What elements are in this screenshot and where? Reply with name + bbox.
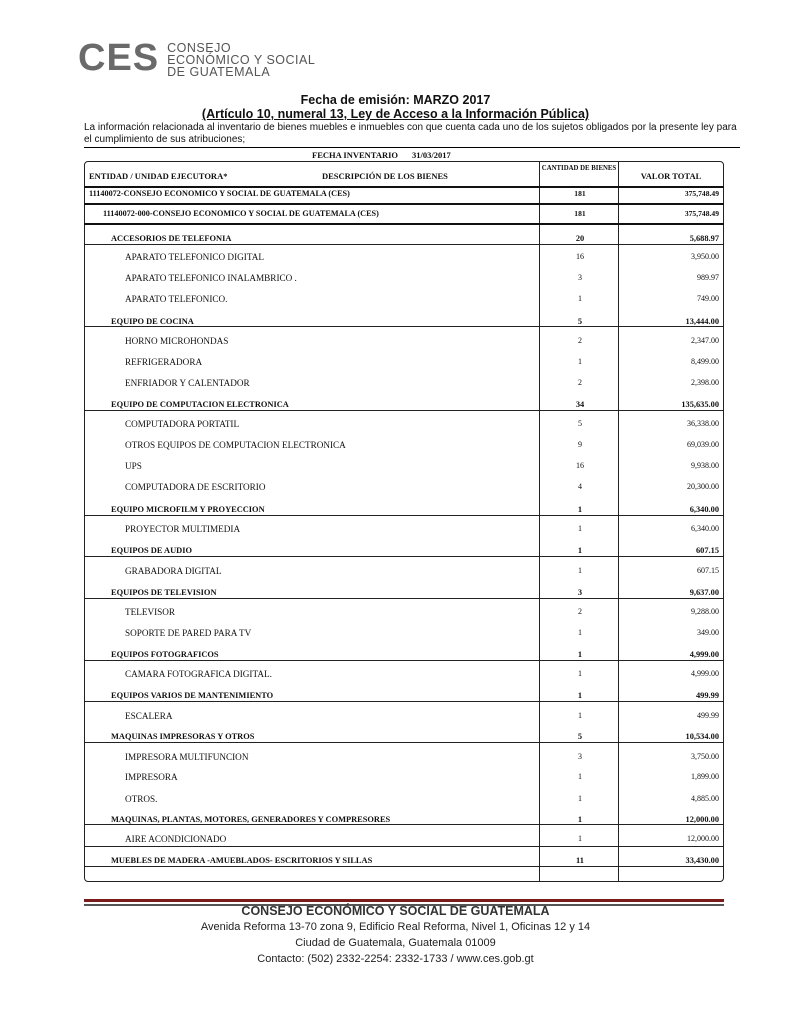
row-description: TELEVISOR [125, 607, 176, 617]
row-description: AIRE ACONDICIONADO [125, 834, 227, 844]
row-quantity: 1 [577, 815, 583, 824]
row-description: COMPUTADORA PORTATIL [125, 419, 240, 429]
row-quantity: 1 [577, 650, 583, 659]
col-header-total: VALOR TOTAL [640, 171, 702, 181]
inventory-date-label: FECHA INVENTARIO [312, 150, 399, 160]
row-quantity: 5 [578, 419, 582, 428]
row-description: EQUIPO DE COMPUTACION ELECTRONICA [111, 400, 289, 409]
row-quantity: 1 [578, 669, 582, 678]
row-value: 499.99 [697, 711, 719, 720]
row-value: 4,999.00 [689, 650, 719, 659]
footer-title: CONSEJO ECONÓMICO Y SOCIAL DE GUATEMALA [241, 904, 550, 918]
row-description: MAQUINAS IMPRESORAS Y OTROS [111, 732, 255, 741]
row-value: 69,039.00 [687, 440, 719, 449]
row-description: OTROS EQUIPOS DE COMPUTACION ELECTRONICA [125, 440, 346, 450]
logo-line-1: CONSEJO [167, 41, 232, 55]
row-value: 12,000.00 [685, 815, 719, 824]
row-rule [84, 660, 724, 661]
row-description: REFRIGERADORA [125, 357, 203, 367]
row-value: 13,444.00 [685, 317, 719, 326]
row-value: 9,938.00 [691, 461, 719, 470]
category-row [85, 546, 723, 560]
intro-text: La información relacionada al inventario de bienes muebles e inmuebles con que cuenta cada uno de los sujetos obligados por la presente ley para el cumplimiento de sus atribuciones; [84, 122, 737, 145]
row-value: 33,430.00 [685, 856, 719, 865]
row-description: EQUIPOS FOTOGRAFICOS [111, 650, 219, 659]
row-description: ENFRIADOR Y CALENTADOR [125, 378, 250, 388]
category-row [85, 317, 723, 331]
row-value: 2,347.00 [691, 336, 719, 345]
header-divider [84, 147, 740, 148]
row-value: 3,950.00 [691, 252, 719, 261]
item-row [85, 794, 723, 808]
row-description: OTROS. [125, 794, 158, 804]
item-row [85, 524, 723, 538]
inventory-date [312, 150, 451, 160]
row-value: 607.15 [695, 546, 719, 555]
row-rule [84, 866, 724, 867]
item-row [85, 669, 723, 683]
row-quantity: 5 [577, 732, 583, 741]
col-header-entity: ENTIDAD / UNIDAD EJECUTORA* [89, 171, 228, 181]
row-value: 6,340.00 [691, 524, 719, 533]
row-value: 349.00 [697, 628, 719, 637]
logo-line-2: ECONÓMICO Y SOCIAL [167, 53, 316, 67]
entity-row [85, 189, 723, 203]
category-row [85, 732, 723, 746]
unit-qty: 181 [574, 209, 586, 218]
row-quantity: 1 [578, 524, 582, 533]
header-rule [84, 186, 724, 188]
row-value: 5,688.97 [689, 234, 719, 243]
row-description: EQUIPOS DE TELEVISION [111, 588, 217, 597]
row-quantity: 1 [578, 357, 582, 366]
row-rule [84, 846, 724, 847]
row-rule [84, 410, 724, 411]
row-value: 135,635.00 [681, 400, 719, 409]
row-value: 607.15 [697, 566, 719, 575]
logo-mark: CES [78, 37, 160, 79]
item-row [85, 357, 723, 371]
row-value: 2,398.00 [691, 378, 719, 387]
row-quantity: 1 [578, 711, 582, 720]
row-description: COMPUTADORA DE ESCRITORIO [125, 482, 266, 492]
row-quantity: 4 [578, 482, 582, 491]
entity-rule [84, 203, 724, 205]
row-rule [84, 701, 724, 702]
category-row [85, 505, 723, 519]
row-rule [84, 598, 724, 599]
row-quantity: 2 [578, 607, 582, 616]
entity-qty: 181 [574, 189, 586, 198]
row-value: 989.97 [697, 273, 719, 282]
row-description: SOPORTE DE PARED PARA TV [125, 628, 252, 638]
row-rule [84, 326, 724, 327]
row-rule [84, 742, 724, 743]
row-description: UPS [125, 461, 142, 471]
row-quantity: 20 [575, 234, 585, 243]
row-quantity: 16 [576, 461, 584, 470]
item-row [85, 252, 723, 266]
row-value: 3,750.00 [691, 752, 719, 761]
row-description: MUEBLES DE MADERA -AMUEBLADOS- ESCRITORIOS Y SILLAS [111, 856, 373, 865]
row-quantity: 1 [577, 505, 583, 514]
footer-contact: Contacto: (502) 2332-2254: 2332-1733 / www.ces.gob.gt [257, 953, 534, 965]
logo-line-3: DE GUATEMALA [167, 65, 271, 79]
item-row [85, 566, 723, 580]
row-description: EQUIPOS DE AUDIO [111, 546, 192, 555]
row-quantity: 16 [576, 252, 584, 261]
item-row [85, 711, 723, 725]
row-value: 1,899.00 [691, 772, 719, 781]
row-value: 8,499.00 [691, 357, 719, 366]
row-quantity: 34 [575, 400, 585, 409]
row-quantity: 9 [578, 440, 582, 449]
row-rule [84, 244, 724, 245]
row-description: PROYECTOR MULTIMEDIA [125, 524, 241, 534]
unit-row [85, 209, 723, 223]
inventory-date-value: 31/03/2017 [412, 150, 451, 160]
item-row [85, 461, 723, 475]
category-row [85, 400, 723, 414]
item-row [85, 772, 723, 786]
row-quantity: 1 [578, 294, 582, 303]
row-quantity: 5 [577, 317, 583, 326]
item-row [85, 419, 723, 433]
ces-logo [78, 38, 315, 78]
row-description: EQUIPO MICROFILM Y PROYECCION [111, 505, 265, 514]
row-value: 6,340.00 [689, 505, 719, 514]
emission-date: Fecha de emisión: MARZO 2017 [300, 93, 491, 107]
row-quantity: 1 [578, 794, 582, 803]
item-row [85, 336, 723, 350]
row-quantity: 2 [578, 378, 582, 387]
category-row [85, 856, 723, 870]
row-rule [84, 556, 724, 557]
entity-value: 375,748.49 [684, 189, 719, 198]
row-value: 4,999.00 [691, 669, 719, 678]
row-description: MAQUINAS, PLANTAS, MOTORES, GENERADORES Y COMPRESORES [111, 815, 391, 824]
row-description: GRABADORA DIGITAL [125, 566, 222, 576]
unit-name: 11140072-000-CONSEJO ECONOMICO Y SOCIAL DE GUATEMALA (CES) [103, 209, 379, 218]
row-value: 20,300.00 [687, 482, 719, 491]
row-description: CAMARA FOTOGRAFICA DIGITAL. [125, 669, 272, 679]
row-value: 12,000.00 [687, 834, 719, 843]
row-quantity: 1 [578, 628, 582, 637]
row-quantity: 11 [576, 856, 584, 865]
row-rule [84, 515, 724, 516]
item-row [85, 607, 723, 621]
item-row [85, 273, 723, 287]
row-description: EQUIPOS VARIOS DE MANTENIMIENTO [111, 691, 274, 700]
row-description: IMPRESORA [125, 772, 178, 782]
entity-name: 11140072-CONSEJO ECONOMICO Y SOCIAL DE GUATEMALA (CES) [89, 189, 350, 198]
row-quantity: 1 [577, 546, 583, 555]
row-description: HORNO MICROHONDAS [125, 336, 229, 346]
category-row [85, 691, 723, 705]
row-description: APARATO TELEFONICO. [125, 294, 228, 304]
item-row [85, 628, 723, 642]
item-row [85, 294, 723, 308]
category-row [85, 815, 723, 829]
row-value: 10,534.00 [685, 732, 719, 741]
col-header-qty: CANTIDAD DE BIENES [541, 165, 617, 172]
row-rule [84, 824, 724, 825]
article-reference: (Artículo 10, numeral 13, Ley de Acceso a la Información Pública) [201, 107, 590, 121]
row-value: 9,637.00 [689, 588, 719, 597]
category-row [85, 650, 723, 664]
row-quantity: 3 [577, 588, 583, 597]
item-row [85, 440, 723, 454]
item-row [85, 378, 723, 392]
logo-wordmark [167, 38, 315, 78]
footer-address: Avenida Reforma 13-70 zona 9, Edificio Real Reforma, Nivel 1, Oficinas 12 y 14 [200, 921, 591, 933]
row-quantity: 1 [578, 772, 582, 781]
item-row [85, 752, 723, 766]
category-row [85, 234, 723, 248]
row-value: 4,885.00 [691, 794, 719, 803]
row-description: ESCALERA [125, 711, 173, 721]
row-value: 749.00 [697, 294, 719, 303]
category-row [85, 588, 723, 602]
row-value: 36,338.00 [687, 419, 719, 428]
row-value: 499.99 [695, 691, 719, 700]
row-description: IMPRESORA MULTIFUNCION [125, 752, 249, 762]
unit-value: 375,748.49 [684, 209, 719, 218]
row-description: ACCESORIOS DE TELEFONIA [111, 234, 232, 243]
item-row [85, 482, 723, 496]
unit-rule [84, 223, 724, 225]
row-quantity: 3 [578, 273, 582, 282]
row-value: 9,288.00 [691, 607, 719, 616]
row-quantity: 2 [578, 336, 582, 345]
row-description: APARATO TELEFONICO INALAMBRICO . [125, 273, 297, 283]
footer-city: Ciudad de Guatemala, Guatemala 01009 [295, 937, 496, 949]
row-quantity: 1 [578, 834, 582, 843]
col-header-description: DESCRIPCIÓN DE LOS BIENES [322, 171, 448, 181]
row-description: EQUIPO DE COCINA [111, 317, 194, 326]
row-description: APARATO TELEFONICO DIGITAL [125, 252, 264, 262]
row-quantity: 1 [578, 566, 582, 575]
row-quantity: 1 [577, 691, 583, 700]
row-quantity: 3 [578, 752, 582, 761]
